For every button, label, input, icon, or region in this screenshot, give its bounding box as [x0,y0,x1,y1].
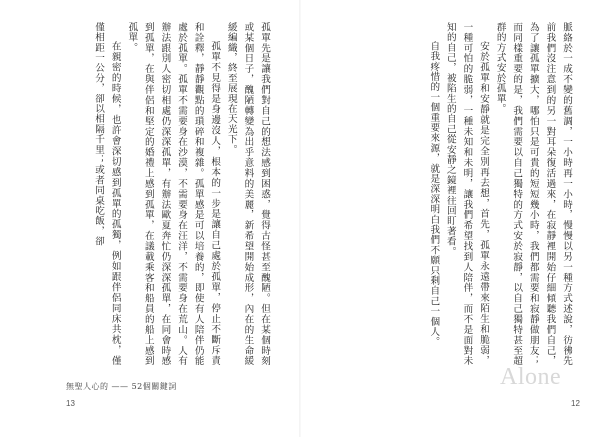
running-footer-title: 無聖人心的 —— 52個關鍵詞 [66,382,177,391]
paragraph: 在親密的時候，也許會深切感到孤單的孤獨，例如跟伴侶同床共枕，僅僅相距一公分，卻以相隔千里；或者同桌吃飯，卻 [93,22,121,366]
page-number: 13 [66,399,75,408]
paragraph: 脈絡於一成不變的舊調，一小時再一小時，慢慢以另一種方式述說，彷彿先前我們沒注意到的另一對耳朵復活過來，在寂靜裡開始仔細傾聽我們自己，為了讓孤單擴大，哪怕只是可貴的短短幾小時，我們都需要和寂靜做朋友；而同樣重要的是，我們需要以自己獨特的方式安於寂靜，以自己獨特甚至超群的方式安於孤單。 [494,22,572,366]
paragraph: 安於孤單和安靜就是完全別再去想，首先，孤單永遠帶來陌生和脆弱，一種可怕的脆弱，一種未知和未明，讓我們希望找到人陪伴，而不是面對未知的自己，被陷生的自己從安靜之鏡裡往回盯著看。 [444,22,490,366]
left-body-text [72,22,272,366]
page-number: 12 [571,399,580,408]
right-page [300,0,600,437]
paragraph: 孤單不見得是身邊沒人，根本的一步是讓自己處於孤單，停止不斷斥責和詮釋，靜靜觀點的瑣碎和複雜。孤單感是可以培養的，即使有人陪伴仍能處於孤單。孤單不需要身在沙漠，不需要身在汪洋，不需要身在荒山。人有辦法跟別人密切相處仍深深孤單，有辦法歐夏奔忙仍深深孤單，在同會時感到孤單，在與伴侶和堅定的婚禮上感到孤單，在議載乘客和船員的船上感到孤單。 [126,22,221,366]
right-body-text [328,22,574,366]
paragraph: 孤單先是讓我們對自己的想法感到困惑，覺得古怪甚至醜陋。但在某個時刻或某個日子，醜陋轉變為出乎意料的美麗，新希望開始成形，內在的生命緩緩編織，終至展現在天光下。 [225,22,270,366]
paragraph: 自我疼惜的一個重要來源，就是深深明白我們不願只剩自己一個人。 [428,41,440,348]
chapter-watermark: Alone [500,364,562,390]
